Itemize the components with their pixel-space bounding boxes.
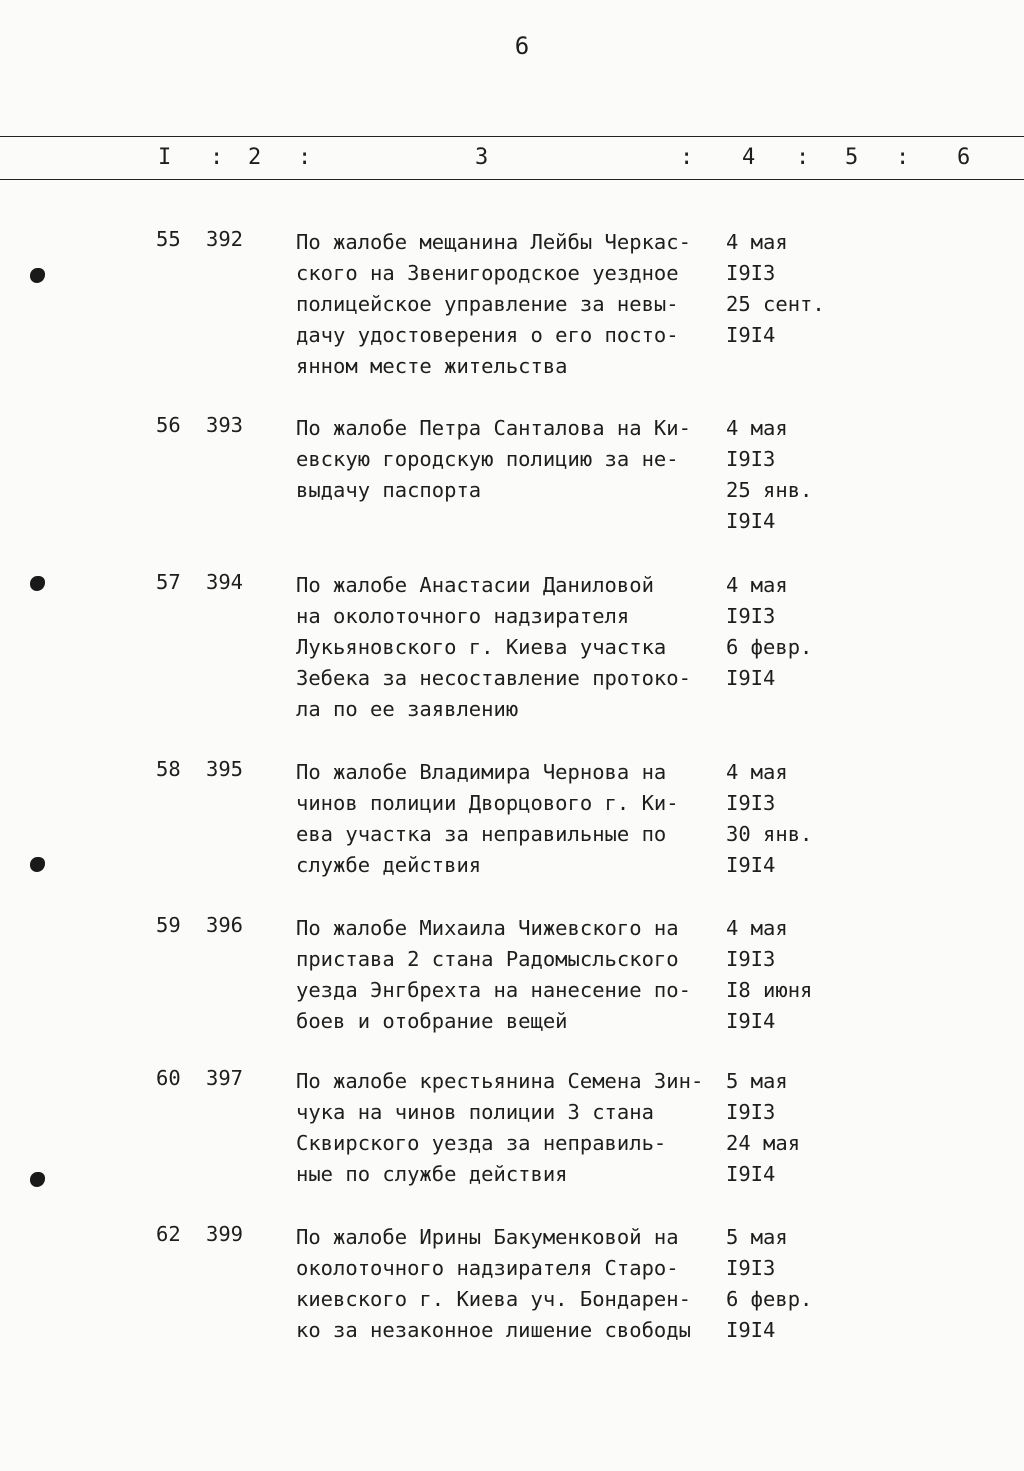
entry-dates xyxy=(726,1066,846,1190)
page-number: 6 xyxy=(514,32,530,60)
title-line: чука на чинов полиции 3 стана xyxy=(296,1100,654,1124)
entry-title xyxy=(296,1222,721,1346)
title-line: Зебека за несоставление протоко- xyxy=(296,666,691,690)
delo-number: 395 xyxy=(206,757,244,781)
entry-dates xyxy=(726,227,846,351)
title-line: полицейское управление за невы- xyxy=(296,292,679,316)
column-header-2: 2 xyxy=(248,145,262,170)
delo-number: 392 xyxy=(206,227,244,251)
date-line: 5 мая xyxy=(726,1069,788,1093)
date-line: I9I3 xyxy=(726,947,776,971)
punch-hole-mark xyxy=(30,268,45,283)
title-line: По жалобе Петра Санталова на Ки- xyxy=(296,416,691,440)
entry-dates xyxy=(726,757,846,881)
date-line: 6 февр. xyxy=(726,1287,813,1311)
title-line: ева участка за неправильные по xyxy=(296,822,667,846)
date-line: I9I3 xyxy=(726,1100,776,1124)
title-line: дачу удостоверения о его посто- xyxy=(296,323,679,347)
date-line: I9I3 xyxy=(726,1256,776,1280)
date-line: 4 мая xyxy=(726,760,788,784)
title-line: По жалобе мещанина Лейбы Черкас- xyxy=(296,230,691,254)
date-line: I9I4 xyxy=(726,1318,776,1342)
date-line: I9I4 xyxy=(726,1009,776,1033)
title-line: По жалобе Ирины Бакуменковой на xyxy=(296,1225,679,1249)
title-line: Сквирского уезда за неправиль- xyxy=(296,1131,667,1155)
date-line: 24 мая xyxy=(726,1131,801,1155)
entry-dates xyxy=(726,413,846,537)
column-header-separator: : xyxy=(896,145,910,170)
punch-hole-mark xyxy=(30,576,45,591)
entry-title xyxy=(296,1066,721,1190)
column-header-separator: : xyxy=(796,145,810,170)
title-line: По жалобе крестьянина Семена Зин- xyxy=(296,1069,704,1093)
column-header-5: 5 xyxy=(845,145,859,170)
entry-dates xyxy=(726,913,846,1037)
entry-number: 56 xyxy=(156,413,181,437)
delo-number: 397 xyxy=(206,1066,244,1090)
entry-title xyxy=(296,913,721,1037)
title-line: ко за незаконное лишение свободы xyxy=(296,1318,691,1342)
delo-number: 393 xyxy=(206,413,244,437)
date-line: 4 мая xyxy=(726,573,788,597)
entry-number: 59 xyxy=(156,913,181,937)
column-header-separator: : xyxy=(210,145,224,170)
title-line: По жалобе Анастасии Даниловой xyxy=(296,573,654,597)
title-line: По жалобе Михаила Чижевского на xyxy=(296,916,679,940)
date-line: 30 янв. xyxy=(726,822,813,846)
date-line: I9I4 xyxy=(726,853,776,877)
date-line: 6 февр. xyxy=(726,635,813,659)
delo-number: 399 xyxy=(206,1222,244,1246)
title-line: околоточного надзирателя Старо- xyxy=(296,1256,679,1280)
date-line: I9I4 xyxy=(726,1162,776,1186)
date-line: I9I4 xyxy=(726,323,776,347)
title-line: евскую городскую полицию за не- xyxy=(296,447,679,471)
title-line: уезда Энгбрехта на нанесение по- xyxy=(296,978,691,1002)
punch-hole-mark xyxy=(30,1172,45,1187)
entry-number: 62 xyxy=(156,1222,181,1246)
title-line: ные по службе действия xyxy=(296,1162,568,1186)
column-header-6: 6 xyxy=(957,145,971,170)
column-header-4: 4 xyxy=(742,145,756,170)
date-line: 25 сент. xyxy=(726,292,825,316)
date-line: 4 мая xyxy=(726,230,788,254)
date-line: I9I4 xyxy=(726,509,776,533)
delo-number: 396 xyxy=(206,913,244,937)
date-line: 25 янв. xyxy=(726,478,813,502)
title-line: на околоточного надзирателя xyxy=(296,604,630,628)
date-line: 5 мая xyxy=(726,1225,788,1249)
entry-title xyxy=(296,570,721,725)
title-line: пристава 2 стана Радомысльского xyxy=(296,947,679,971)
title-line: чинов полиции Дворцового г. Ки- xyxy=(296,791,679,815)
entry-number: 60 xyxy=(156,1066,181,1090)
entry-title xyxy=(296,227,721,382)
date-line: I8 июня xyxy=(726,978,813,1002)
date-line: I9I4 xyxy=(726,666,776,690)
title-line: ла по ее заявлению xyxy=(296,697,519,721)
title-line: ского на Звенигородское уездное xyxy=(296,261,679,285)
entry-number: 58 xyxy=(156,757,181,781)
title-line: службе действия xyxy=(296,853,482,877)
column-header-1: I xyxy=(158,145,172,170)
title-line: янном месте жительства xyxy=(296,354,568,378)
entry-title xyxy=(296,757,721,881)
header-bottom-rule xyxy=(0,179,1024,180)
date-line: I9I3 xyxy=(726,447,776,471)
entry-dates xyxy=(726,1222,846,1346)
date-line: I9I3 xyxy=(726,791,776,815)
header-top-rule xyxy=(0,136,1024,137)
column-header-separator: : xyxy=(680,145,694,170)
entry-title xyxy=(296,413,721,506)
date-line: I9I3 xyxy=(726,604,776,628)
title-line: боев и отобрание вещей xyxy=(296,1009,568,1033)
title-line: По жалобе Владимира Чернова на xyxy=(296,760,667,784)
punch-hole-mark xyxy=(30,857,45,872)
date-line: 4 мая xyxy=(726,916,788,940)
date-line: I9I3 xyxy=(726,261,776,285)
title-line: киевского г. Киева уч. Бондарен- xyxy=(296,1287,691,1311)
delo-number: 394 xyxy=(206,570,244,594)
column-header-3: 3 xyxy=(475,145,489,170)
column-header-separator: : xyxy=(298,145,312,170)
title-line: Лукьяновского г. Киева участка xyxy=(296,635,667,659)
date-line: 4 мая xyxy=(726,416,788,440)
title-line: выдачу паспорта xyxy=(296,478,482,502)
entry-dates xyxy=(726,570,846,694)
entry-number: 55 xyxy=(156,227,181,251)
entry-number: 57 xyxy=(156,570,181,594)
